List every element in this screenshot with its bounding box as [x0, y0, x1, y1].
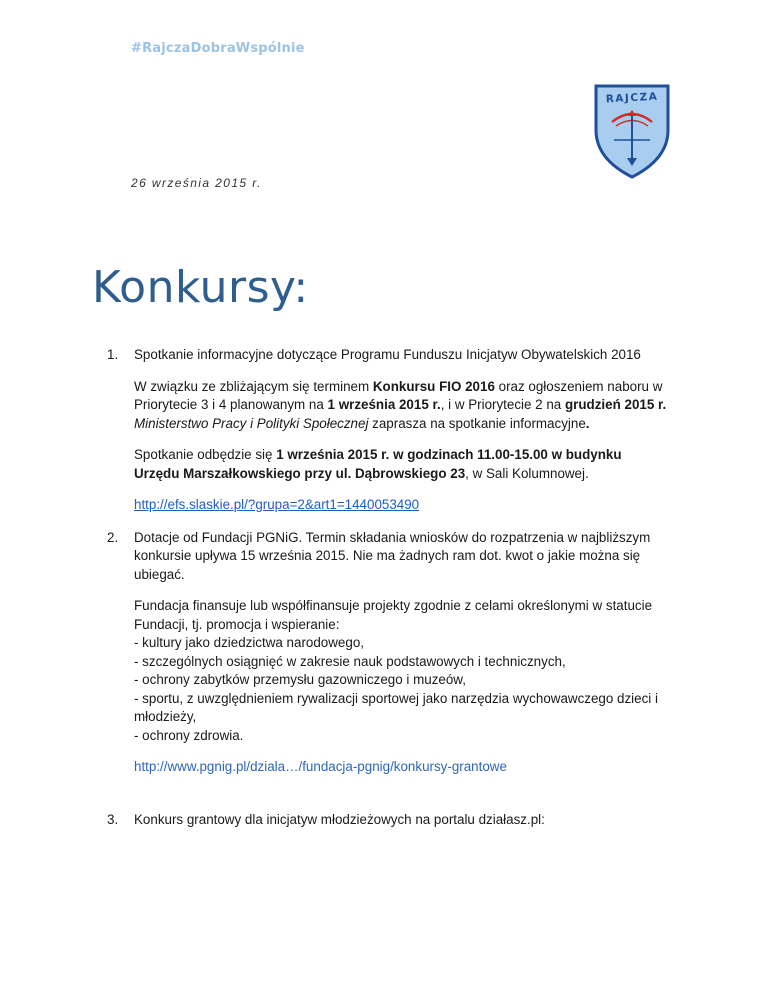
efs-slaskie-link[interactable]: http://efs.slaskie.pl/?grupa=2&art1=1440053490 — [134, 497, 420, 512]
bullet-line: - sportu, z uwzględnieniem rywalizacji sportowej jako narzędzia wychowawczego dzieci i młodzieży, — [134, 690, 658, 724]
item-paragraph: Fundacja finansuje lub współfinansuje projekty zgodnie z celami określonymi w statucie Fundacji, tj. promocja i wspieranie: - kultury jako dziedzictwa narodowego, - szczególnych osiągnięć w zakresie nauk podstawowych i technicznych, - ochrony zabytków przemysłu gazowniczego i muzeów, - sportu, z uwzględnieniem rywalizacji sportowej jako narzędzia wychowawczego dzieci i młodzieży, - ochrony zdrowia. — [134, 598, 658, 743]
hashtag: #RajczaDobraWspólnie — [131, 41, 305, 56]
bullet-line: - szczególnych osiągnięć w zakresie nauk podstawowych i technicznych, — [134, 653, 566, 669]
list-item — [107, 811, 667, 830]
list-item-heading: Dotacje od Fundacji PGNiG. Termin składania wniosków do rozpatrzenia w najbliższym konkursie upływa 15 września 2015. Nie ma żadnych ram dot. kwot o jakie można się ubiegać. — [134, 529, 651, 582]
bullet-line: - ochrony zabytków przemysłu gazowniczego i muzeów, — [134, 672, 466, 687]
list-item-number: 1. — [107, 347, 119, 362]
rajcza-coat-of-arms-emblem — [592, 82, 672, 179]
bullet-line: - kultury jako dziedzictwa narodowego, — [134, 635, 364, 650]
pgnig-link[interactable]: http://www.pgnig.pl/dziala…/fundacja-pgnig/konkursy-grantowe — [134, 759, 507, 774]
list-item-number: 2. — [107, 529, 119, 545]
list-item-heading: Spotkanie informacyjne dotyczące Programu Funduszu Inicjatyw Obywatelskich 2016 — [134, 347, 641, 362]
list-item-heading: Konkurs grantowy dla inicjatyw młodzieżowych na portalu działasz.pl: — [134, 811, 545, 827]
document-date: 26 września 2015 r. — [131, 176, 262, 190]
list-item-number: 3. — [107, 811, 119, 827]
list-item — [107, 529, 667, 777]
emblem-label: RAJCZA — [605, 90, 659, 106]
item-paragraph: Spotkanie odbędzie się 1 września 2015 r. w godzinach 11.00-15.00 w budynku Urzędu Marszałkowskiego przy ul. Dąbrowskiego 23, w Sali Kolumnowej. — [134, 447, 622, 481]
contest-list — [107, 346, 667, 842]
item-paragraph: W związku ze zbliżającym się terminem Konkursu FIO 2016 oraz ogłoszeniem naboru w Priorytecie 3 i 4 planowanym na 1 września 2015 r., i w Priorytecie 2 na grudzień 2015 r. Ministerstwo Pracy i Polityki Społecznej zaprasza na spotkanie informacyjne. — [134, 378, 667, 431]
list-item — [107, 346, 667, 515]
page-title: Konkursy: — [92, 262, 309, 313]
bullet-line: - ochrony zdrowia. — [134, 727, 244, 743]
